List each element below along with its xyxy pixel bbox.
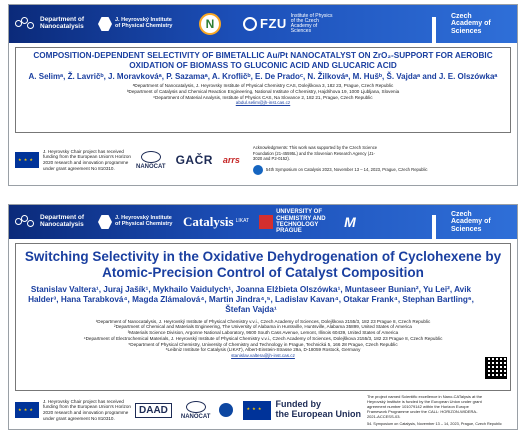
poster-2: [8, 204, 518, 430]
nanocatalysis-logo: Department of Nanocatalysis: [15, 17, 88, 31]
symposium-info: 54th Symposium on Catalysis 2023, November 13 – 14, 2023, Prague, Czech Republic: [253, 165, 428, 175]
daad-logo: DAAD: [135, 403, 172, 418]
heyrovsky-logo: J. Heyrovský Institute of Physical Chemistry: [98, 17, 173, 31]
affiliation: ⁴Department of Electrochemical Materials, J. Heyrovský Institute of Physical Chemistry v.v.i., Czech Academy of Sciences, Dolejškova 2155/3, 182 23 Prague 8, Czech Republic: [83, 335, 443, 341]
author-list: A. Selimᵃ, Ž. Lavričᵇ, J. Moravkováᵃ, P. Sazamaᵃ, A. Krofličᵇ, E. De Pradoᶜ, N. Žilkováᵃ, M. Hušᵇ, Š. Vajdaᵃ and J. E. Olszówkaᵃ: [28, 71, 498, 81]
ceec-icon: [219, 403, 233, 417]
nanocat-badge-logo: N: [199, 13, 221, 35]
nanocat-logo: NANOCAT: [136, 151, 166, 170]
molecule-icon: [15, 17, 37, 31]
hexagon-icon: [98, 17, 112, 31]
eu-flag-icon: [15, 402, 39, 418]
footer: [9, 135, 517, 185]
affiliation: ³Materials Science Division, Argonne National Laboratory, 9600 South Cass Avenue, Lemont, Illinois 60439, United States of America: [127, 330, 399, 336]
footer-right: [367, 394, 502, 427]
funded-by-eu: ★ ★ ★ Funded by the European Union: [243, 400, 361, 420]
contact-email[interactable]: stanislav.valtera@jh-inst.cas.cz: [231, 353, 295, 358]
title-box: [15, 243, 511, 391]
uct-logo: UNIVERSITY OF CHEMISTRY AND TECHNOLOGY PRAGUE: [259, 209, 334, 234]
affiliation: ⁵Department of Physical Chemistry, University of Chemistry and Technology in Prague, Technická 5, 166 28 Prague, Czech Republic: [128, 341, 398, 347]
footer: [9, 391, 517, 429]
acknowledgments: Acknowledgments: This work was supported by the Czech Science Foundation (21-45595L) and the Slovenian Research Agency (J1-3020 and P2-0152).: [252, 145, 378, 162]
affiliation: ¹Department of Nanocatalysis, J. Heyrovský Institute of Physical Chemistry v.v.i., Czech Academy of Sciences, Dolejškova 2155/3, 182 23 Prague 8, Czech Republic: [95, 318, 431, 324]
fzu-logo: FZU Institute of Physics of the Czech Academy of Sciences: [243, 14, 337, 35]
nanocatalysis-logo: Department of Nanocatalysis: [15, 215, 88, 229]
poster-1: [8, 4, 518, 186]
likat-logo: Catalysis LIKAT: [183, 214, 250, 230]
heyrovsky-logo: J. Heyrovský Institute of Physical Chemistry: [98, 215, 173, 229]
arrs-logo: arrs: [222, 155, 240, 165]
logo-bar: [9, 205, 517, 239]
symposium-icon: [253, 165, 263, 175]
affiliation: ⁶Leibniz Institute for Catalysis (LIKAT), Albert-Einstein-Strasse 29a, D-18059 Rostock, Germany: [165, 347, 361, 353]
contact-email[interactable]: abdul.selim@jh-inst.cas.cz: [235, 100, 291, 106]
author-list: Stanislav Valtera¹, Juraj Jašík¹, Mykhailo Vaidulych¹, Joanna Elżbieta Olszówka¹, Muntaseer Bunian², Yu Lei², Avik Halder³, Hana Tarabková⁴, Magda Zlámalová⁴, Martin Jindra⁴,⁵, Ladislav Kavan⁴, Otakar Frank⁴, Stephan Bartling⁶, Štefan Vajda¹: [28, 284, 474, 315]
hexagon-icon: [98, 215, 112, 229]
eu-funding-text: J. Heyrovsky Chair project has received funding from the European Union's Horizon 2020 research and innovation programme under grant agreement No 810310.: [43, 398, 131, 421]
cas-logo: Czech Academy of Sciences: [432, 13, 501, 35]
fzu-icon: [243, 17, 257, 31]
logo-bar: [9, 5, 517, 43]
eu-flag-icon: [15, 152, 39, 168]
nanocat-logo: NANOCAT: [181, 401, 211, 420]
nanocat-icon: [186, 401, 206, 413]
symposium-info: 54. Symposium on Catalysis, November 13 – 14, 2023, Prague, Czech Republic: [366, 422, 502, 427]
cas-bars-icon: [432, 215, 448, 229]
title-box: [15, 47, 511, 133]
poster-title: COMPOSITION-DEPENDENT SELECTIVITY OF BIMETALLIC Au/Pt NANOCATALYST ON ZrO₂-SUPPORT FOR AEROBIC OXIDATION OF BIOMASS TO GLUCONIC ACID AND GLUCARIC ACID: [33, 51, 493, 70]
project-text: The project named Scientific excellence in Nano-CATalysis at the Heyrovský Institute is funded by the European Union under grant agreement number 101079142 within the Horizon Europe Framework Programme under the CALL: HORIZON-WIDERA-2021-ACCESS-03.: [366, 393, 483, 420]
eu-funding-text: J. Heyrovsky Chair project has received funding from the European Union's Horizon 2020 research and innovation programme under grant agreement No 810310.: [43, 148, 131, 171]
eu-flag-icon: [243, 401, 271, 420]
affiliation: ²Department of Chemical and Materials Engineering, The University of Alabama in Huntsville, Huntsville, Alabama 35899, United States of America: [114, 324, 412, 330]
footer-right: [245, 145, 428, 174]
affiliation: ᶜDepartment of Material Analysis, Institute of Physics CAS, Na Slovance 2, 182 21, Prague, Czech Republic: [153, 94, 373, 100]
cas-logo: Czech Academy of Sciences: [432, 211, 501, 233]
m-logo: M: [344, 213, 356, 230]
gacr-logo: GAČR: [175, 153, 213, 167]
nanocat-icon: [141, 151, 161, 163]
uct-icon: [259, 215, 273, 229]
affiliation: ᵃDepartment of Nanocatalysis, J. Heyrovsky Institute of Physical Chemistry CAS, Dolejškova 3, 182 23, Prague, Czech Republic: [132, 83, 394, 89]
poster-title: Switching Selectivity in the Oxidative Dehydrogenation of Cyclohexene by Atomic-Precision Control of Catalyst Composition: [24, 249, 502, 280]
cas-bars-icon: [432, 17, 448, 31]
affiliation: ᵇDepartment of Catalysis and Chemical Reaction Engineering, National Institute of Chemistry, Hajdrihova 19, 1000 Ljubljana, Slovenia: [126, 89, 400, 95]
qr-code[interactable]: [485, 357, 507, 379]
molecule-icon: [15, 215, 37, 229]
